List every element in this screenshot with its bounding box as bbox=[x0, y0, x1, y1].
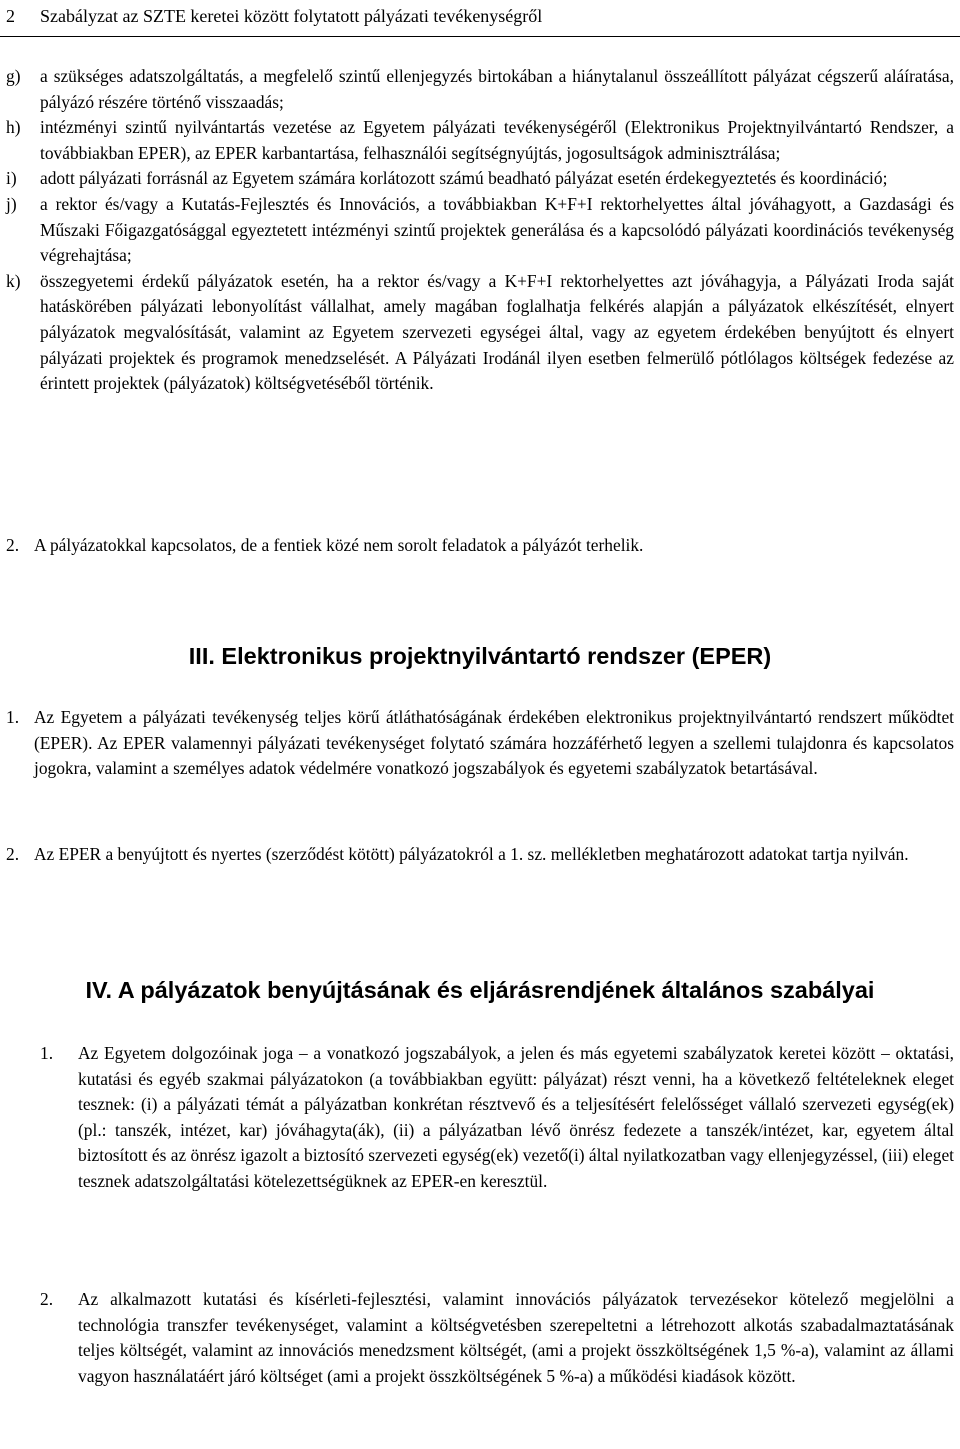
list-item bbox=[0, 842, 960, 868]
item-label: 2. bbox=[6, 535, 20, 555]
item-text: a szükséges adatszolgáltatás, a megfelelő szintű ellenjegyzés birtokában a hiánytalanul összeállított pályázat cégszerű aláíratása, pályázó részére történő visszaadás; bbox=[40, 66, 954, 112]
section3-points-2 bbox=[0, 842, 960, 868]
item-label: 2. bbox=[6, 844, 20, 864]
item-text: Az alkalmazott kutatási és kísérleti-fejlesztési, valamint innovációs pályázatok tervezésekor kötelező megjelölni a technológia transzfer tevékenységet, valamint a költségvetésben szerepeltetni a létrehozott alkotás szabadalmaztatásának teljes költségét, valamint az innovációs menedzsment költségét, (ami a projekt összköltségének 1,5 %-a), valamint az állami vagyon használatáért járó költséget (ami a projekt összköltségének 5 %-a) a működési kiadások között. bbox=[78, 1289, 954, 1386]
item-label: h) bbox=[6, 117, 21, 138]
item-label: 1. bbox=[6, 707, 20, 727]
item-text: A pályázatokkal kapcsolatos, de a fentiek közé nem sorolt feladatok a pályázót terhelik. bbox=[34, 535, 644, 555]
item-text: adott pályázati forrásnál az Egyetem számára korlátozott számú beadható pályázat esetén érdekegyeztetés és koordináció; bbox=[40, 168, 888, 189]
list-item bbox=[0, 269, 960, 397]
section-heading-iii: III. Elektronikus projektnyilvántartó rendszer (EPER) bbox=[188, 643, 772, 669]
item-text: Az EPER a benyújtott és nyertes (szerződést kötött) pályázatokról a 1. sz. mellékletben meghatározott adatokat tartja nyilván. bbox=[34, 844, 909, 864]
list-item bbox=[0, 115, 960, 166]
item-label: 2. bbox=[40, 1289, 54, 1309]
list-item bbox=[0, 64, 960, 115]
item-label: i) bbox=[6, 168, 17, 189]
list-item bbox=[0, 1287, 960, 1389]
list-item bbox=[0, 192, 960, 269]
section4-points bbox=[0, 1041, 960, 1195]
item-label: j) bbox=[6, 193, 17, 214]
section2-point-2 bbox=[0, 533, 960, 559]
list-item bbox=[0, 166, 960, 192]
item-label: g) bbox=[6, 66, 21, 86]
section4-points-2 bbox=[0, 1287, 960, 1389]
item-text: intézményi szintű nyilvántartás vezetése az Egyetem pályázati tevékenységéről (Elektronikus Projektnyilvántartó Rendszer, a továbbiakban EPER), az EPER karbantartása, felhasználói segítségnyújtás, jogosultságok adminisztrálása; bbox=[40, 117, 954, 163]
section-heading-iv: IV. A pályázatok benyújtásának és eljárásrendjének általános szabályai bbox=[85, 977, 875, 1003]
task-list bbox=[0, 64, 960, 397]
item-label: k) bbox=[6, 270, 21, 291]
running-title: Szabályzat az SZTE keretei között folytatott pályázati tevékenységről bbox=[40, 6, 543, 26]
page-number: 2 bbox=[6, 6, 15, 26]
item-text: Az Egyetem a pályázati tevékenység teljes körű átláthatóságának érdekében elektronikus projektnyilvántartó rendszert működtet (EPER). Az EPER valamennyi pályázati tevékenységet folytató számára hozzáférhető legyen a szellemi tulajdonra és kapcsolatos jogokra, valamint a személyes adatok védelmére vonatkozó jogszabályok és egyetemi szabályzatok betartásával. bbox=[34, 707, 954, 779]
list-item bbox=[0, 705, 960, 782]
list-item bbox=[0, 533, 960, 559]
item-label: 1. bbox=[40, 1043, 54, 1063]
section3-points bbox=[0, 705, 960, 782]
item-text: a rektor és/vagy a Kutatás-Fejlesztés és Innovációs, a továbbiakban K+F+I rektorhelyettes által jóváhagyott, a Gazdasági és Műszaki Főigazgatósággal egyeztetett intézményi szintű projektek generálása és a kapcsolódó pályázati koordinációs tevékenység végrehajtása; bbox=[40, 193, 954, 266]
item-text: Az Egyetem dolgozóinak joga – a vonatkozó jogszabályok, a jelen és más egyetemi szabályzatok keretei között – oktatási, kutatási és egyéb szakmai pályázatokon (a továbbiakban együtt: pályázat) részt venni, ha a következő feltételeknek eleget tesznek: (i) a pályázati témát a pályázatban konkrétan résztvevő és a teljesítésért felelősséget vállaló szervezeti egység(ek) (pl.: tanszék, intézet, kar) jóváhagyta(ák), (ii) a pályázatban lévő önrész fedezete a tanszék/intézet, kar, egyetem által biztosított és az önrész igazolt a biztosító szervezeti egység(ek) vezető(i) által nyilatkozatban vagy ellenjegyzéssel, (iii) eleget tesznek adatszolgáltatási kötelezettségüknek az EPER-en keresztül. bbox=[78, 1043, 954, 1191]
item-text: összegyetemi érdekű pályázatok esetén, ha a rektor és/vagy a K+F+I rektorhelyettes azt jóváhagyja, a Pályázati Iroda saját hatáskörében pályázati lebonyolítást vállalhat, amely magában foglalhatja felkérés alapján a pályázatok elkészítését, elnyert pályázatok megvalósítását, valamint az Egyetem szervezeti egységei által, vagy az egyetem érdekében benyújtott és elnyert pályázati projektek és programok menedzselését. A Pályázati Irodánál ilyen esetben felmerülő pótlólagos költségek fedezése az érintett projektek (pályázatok) költségvetéséből történik. bbox=[40, 270, 954, 394]
page-header bbox=[0, 0, 960, 37]
list-item bbox=[0, 1041, 960, 1195]
